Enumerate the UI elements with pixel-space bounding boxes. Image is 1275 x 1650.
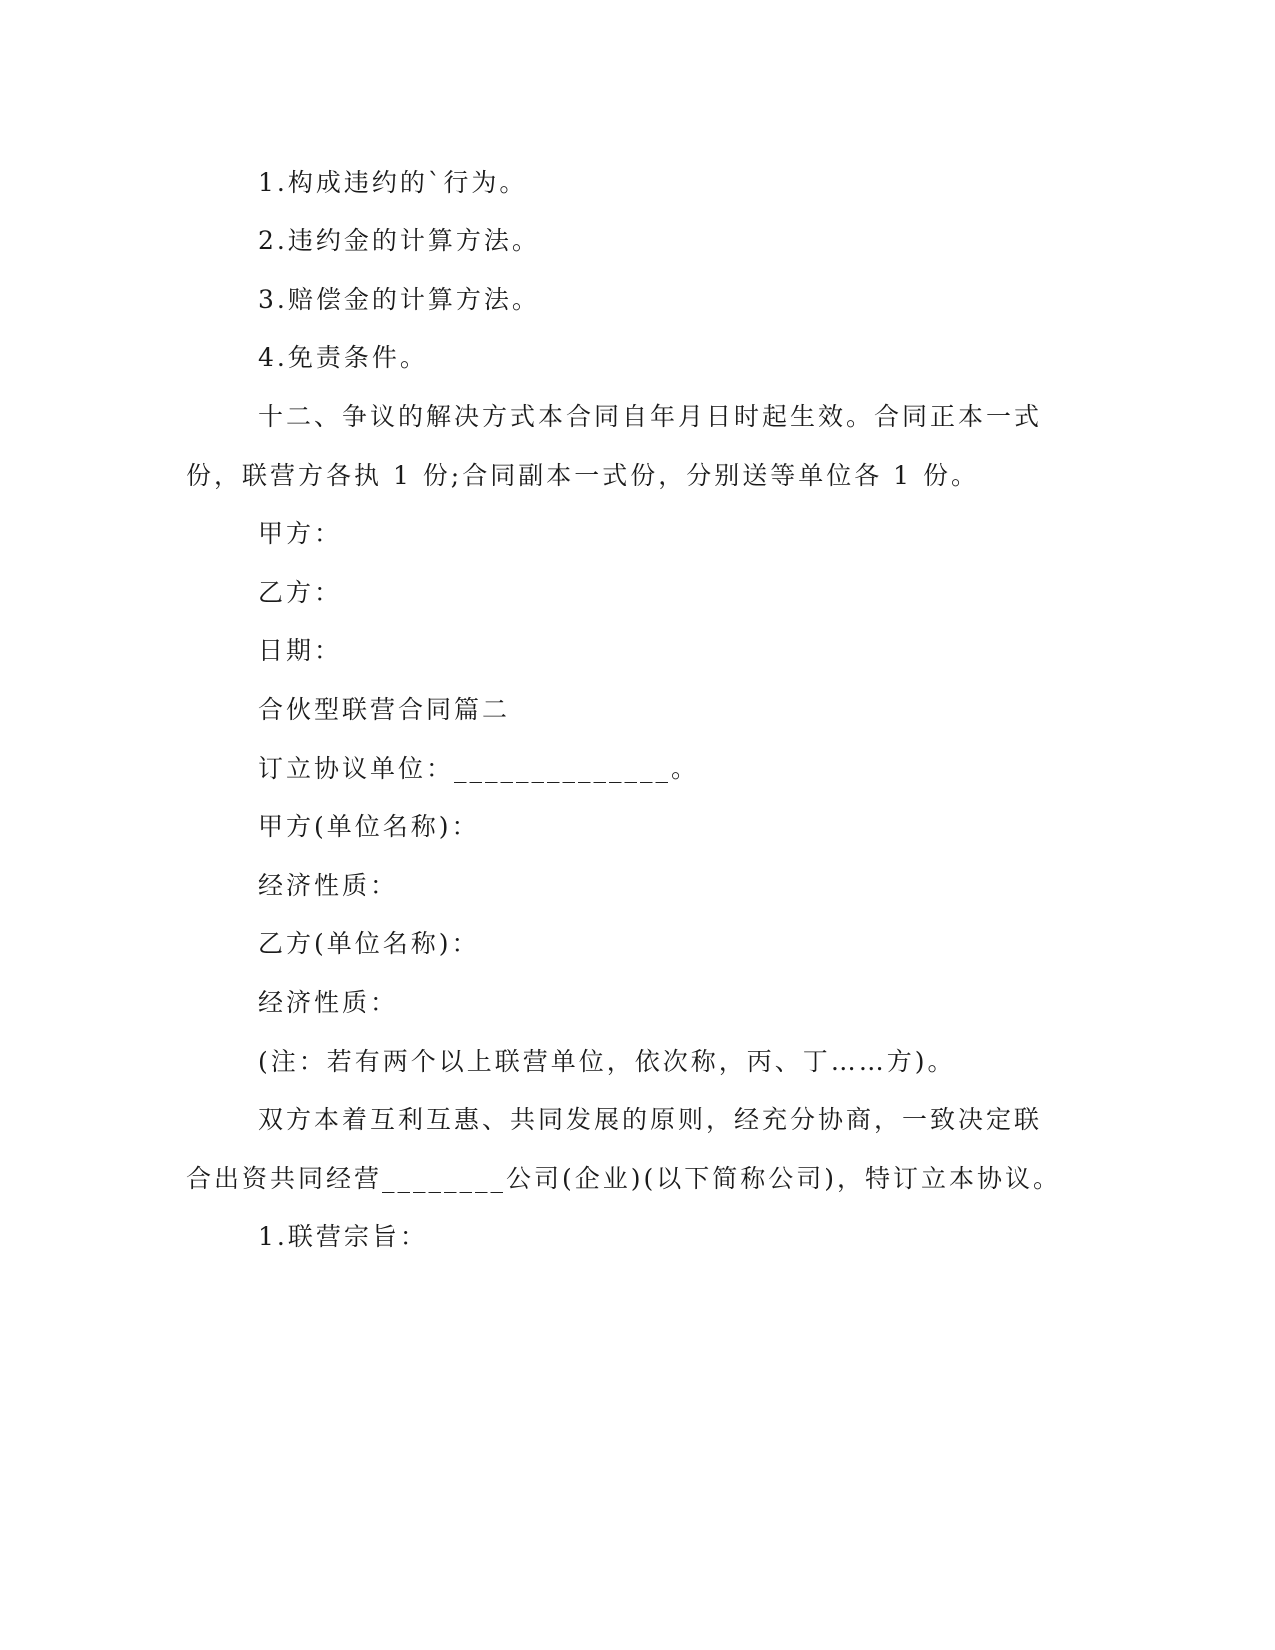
party-b-name-field: 乙方(单位名称)： [258, 929, 480, 958]
dispute-resolution-paragraph-line-2: 份，联营方各执 1 份;合同副本一式份，分别送等单位各 1 份。 [186, 461, 980, 490]
party-b-signature-label: 乙方： [258, 578, 343, 607]
party-a-name-field: 甲方(单位名称)： [258, 812, 480, 841]
agreement-intro-line-1: 双方本着互利互惠、共同发展的原则，经充分协商，一致决定联 [258, 1105, 1043, 1134]
clause-compensation-calculation: 3.赔偿金的计算方法。 [258, 285, 540, 314]
date-label: 日期： [258, 636, 343, 665]
clause-penalty-calculation: 2.违约金的计算方法。 [258, 226, 540, 255]
joint-venture-purpose-heading: 1.联营宗旨： [258, 1222, 428, 1251]
party-b-economic-nature-field: 经济性质： [258, 988, 399, 1017]
party-a-signature-label: 甲方： [258, 519, 343, 548]
dispute-resolution-paragraph-line-1: 十二、争议的解决方式本合同自年月日时起生效。合同正本一式 [258, 402, 1043, 431]
signing-units-field: 订立协议单位：______________。 [258, 754, 700, 783]
section-heading: 合伙型联营合同篇二 [258, 695, 511, 724]
agreement-intro-line-2: 合出资共同经营________公司(企业)(以下简称公司)，特订立本协议。 [186, 1164, 1062, 1193]
clause-exemption-conditions: 4.免责条件。 [258, 343, 428, 372]
party-a-economic-nature-field: 经济性质： [258, 871, 399, 900]
note-paragraph: (注：若有两个以上联营单位，依次称，丙、丁……方)。 [258, 1047, 956, 1076]
clause-breach-behavior: 1.构成违约的`行为。 [258, 168, 528, 197]
